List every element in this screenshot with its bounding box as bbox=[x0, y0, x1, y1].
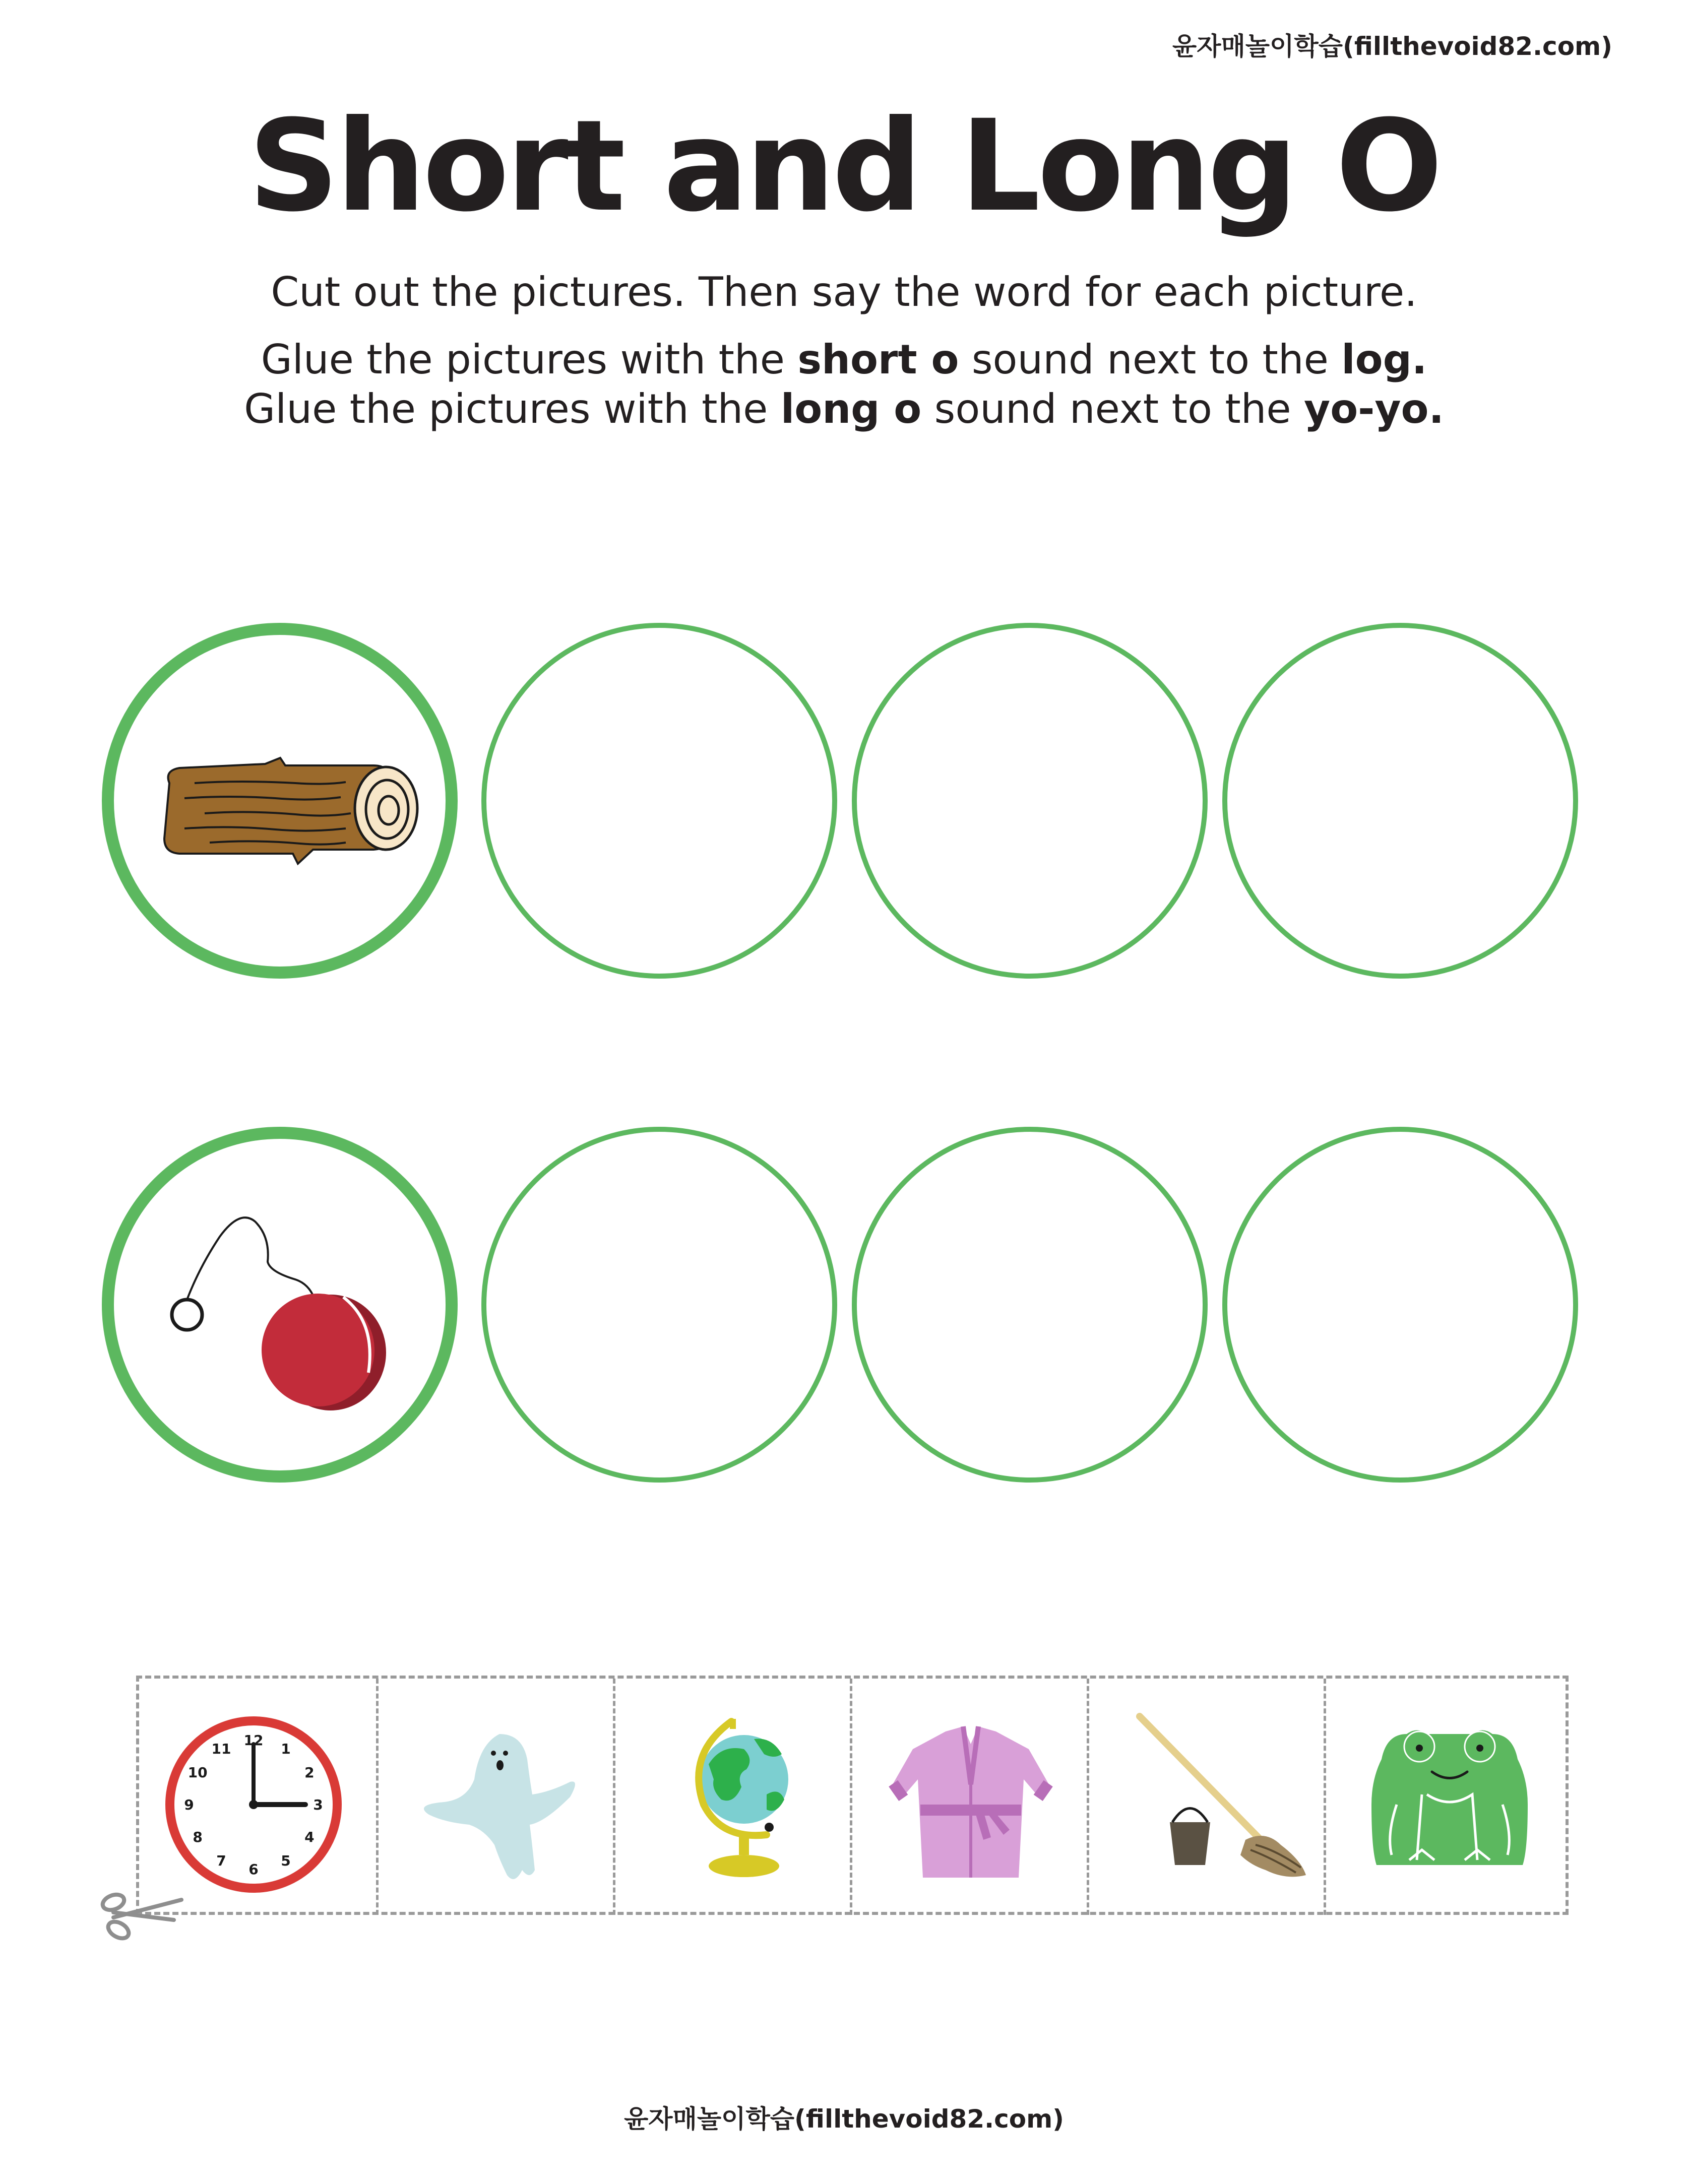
short-o-empty-slot[interactable] bbox=[852, 623, 1208, 979]
instruction-text: Glue the pictures with the bbox=[261, 336, 798, 383]
cutout-cell-globe[interactable] bbox=[613, 1679, 850, 1915]
page-title: Short and Long O bbox=[248, 93, 1440, 239]
clock-number: 4 bbox=[304, 1829, 315, 1845]
clock-number: 12 bbox=[243, 1732, 264, 1749]
long-o-header-circle bbox=[102, 1127, 458, 1483]
instruction-text: Glue the pictures with the bbox=[244, 386, 781, 432]
long-o-empty-slot[interactable] bbox=[852, 1127, 1208, 1483]
short-o-empty-slot[interactable] bbox=[1222, 623, 1578, 979]
clock-number: 2 bbox=[304, 1764, 315, 1781]
instruction-text: sound next to the bbox=[921, 386, 1304, 432]
cutout-cell-frog[interactable] bbox=[1324, 1679, 1560, 1915]
watermark-bottom: 윤자매놀이학습(fillthevoid82.com) bbox=[623, 2104, 1065, 2134]
robe-icon bbox=[852, 1679, 1089, 1915]
cutout-cell-mop[interactable] bbox=[1087, 1679, 1324, 1915]
long-o-empty-slot[interactable] bbox=[481, 1127, 837, 1483]
cutout-strip-bottom-edge bbox=[136, 1912, 1569, 1915]
clock-number: 3 bbox=[313, 1796, 323, 1813]
instruction-line-2 bbox=[0, 336, 1688, 383]
instruction-text: sound next to the bbox=[959, 336, 1342, 383]
cutout-strip bbox=[136, 1676, 1569, 1915]
log-icon bbox=[114, 635, 470, 991]
clock-number: 11 bbox=[211, 1741, 231, 1758]
ghost-icon bbox=[379, 1679, 615, 1915]
instruction-line-1: Cut out the pictures. Then say the word for each picture. bbox=[271, 269, 1417, 315]
clock-number: 5 bbox=[281, 1852, 291, 1869]
clock-number: 9 bbox=[184, 1796, 194, 1813]
clock-number: 10 bbox=[187, 1764, 208, 1781]
cutout-cell-robe[interactable] bbox=[850, 1679, 1087, 1915]
instruction-keyword-log: log. bbox=[1341, 336, 1427, 383]
clock-number: 6 bbox=[248, 1861, 259, 1878]
watermark-top: 윤자매놀이학습(fillthevoid82.com) bbox=[1172, 32, 1612, 61]
clock-number: 7 bbox=[216, 1852, 226, 1869]
clock-number: 1 bbox=[281, 1741, 291, 1758]
yo-yo-icon bbox=[114, 1139, 470, 1495]
short-o-empty-slot[interactable] bbox=[481, 623, 837, 979]
instruction-line-3 bbox=[0, 386, 1688, 432]
cutout-cell-clock[interactable] bbox=[139, 1679, 376, 1915]
long-o-empty-slot[interactable] bbox=[1222, 1127, 1578, 1483]
clock-number: 8 bbox=[193, 1829, 203, 1845]
instruction-keyword-yo-yo: yo-yo. bbox=[1304, 386, 1444, 432]
frog-icon bbox=[1326, 1679, 1563, 1915]
instruction-keyword-short-o: short o bbox=[797, 336, 959, 383]
short-o-header-circle bbox=[102, 623, 458, 979]
globe-icon bbox=[615, 1679, 852, 1915]
clock-icon bbox=[139, 1679, 376, 1915]
instruction-keyword-long-o: long o bbox=[780, 386, 922, 432]
mop-icon bbox=[1089, 1679, 1326, 1915]
cutout-cell-ghost[interactable] bbox=[376, 1679, 613, 1915]
scissors-icon bbox=[98, 1887, 184, 1943]
